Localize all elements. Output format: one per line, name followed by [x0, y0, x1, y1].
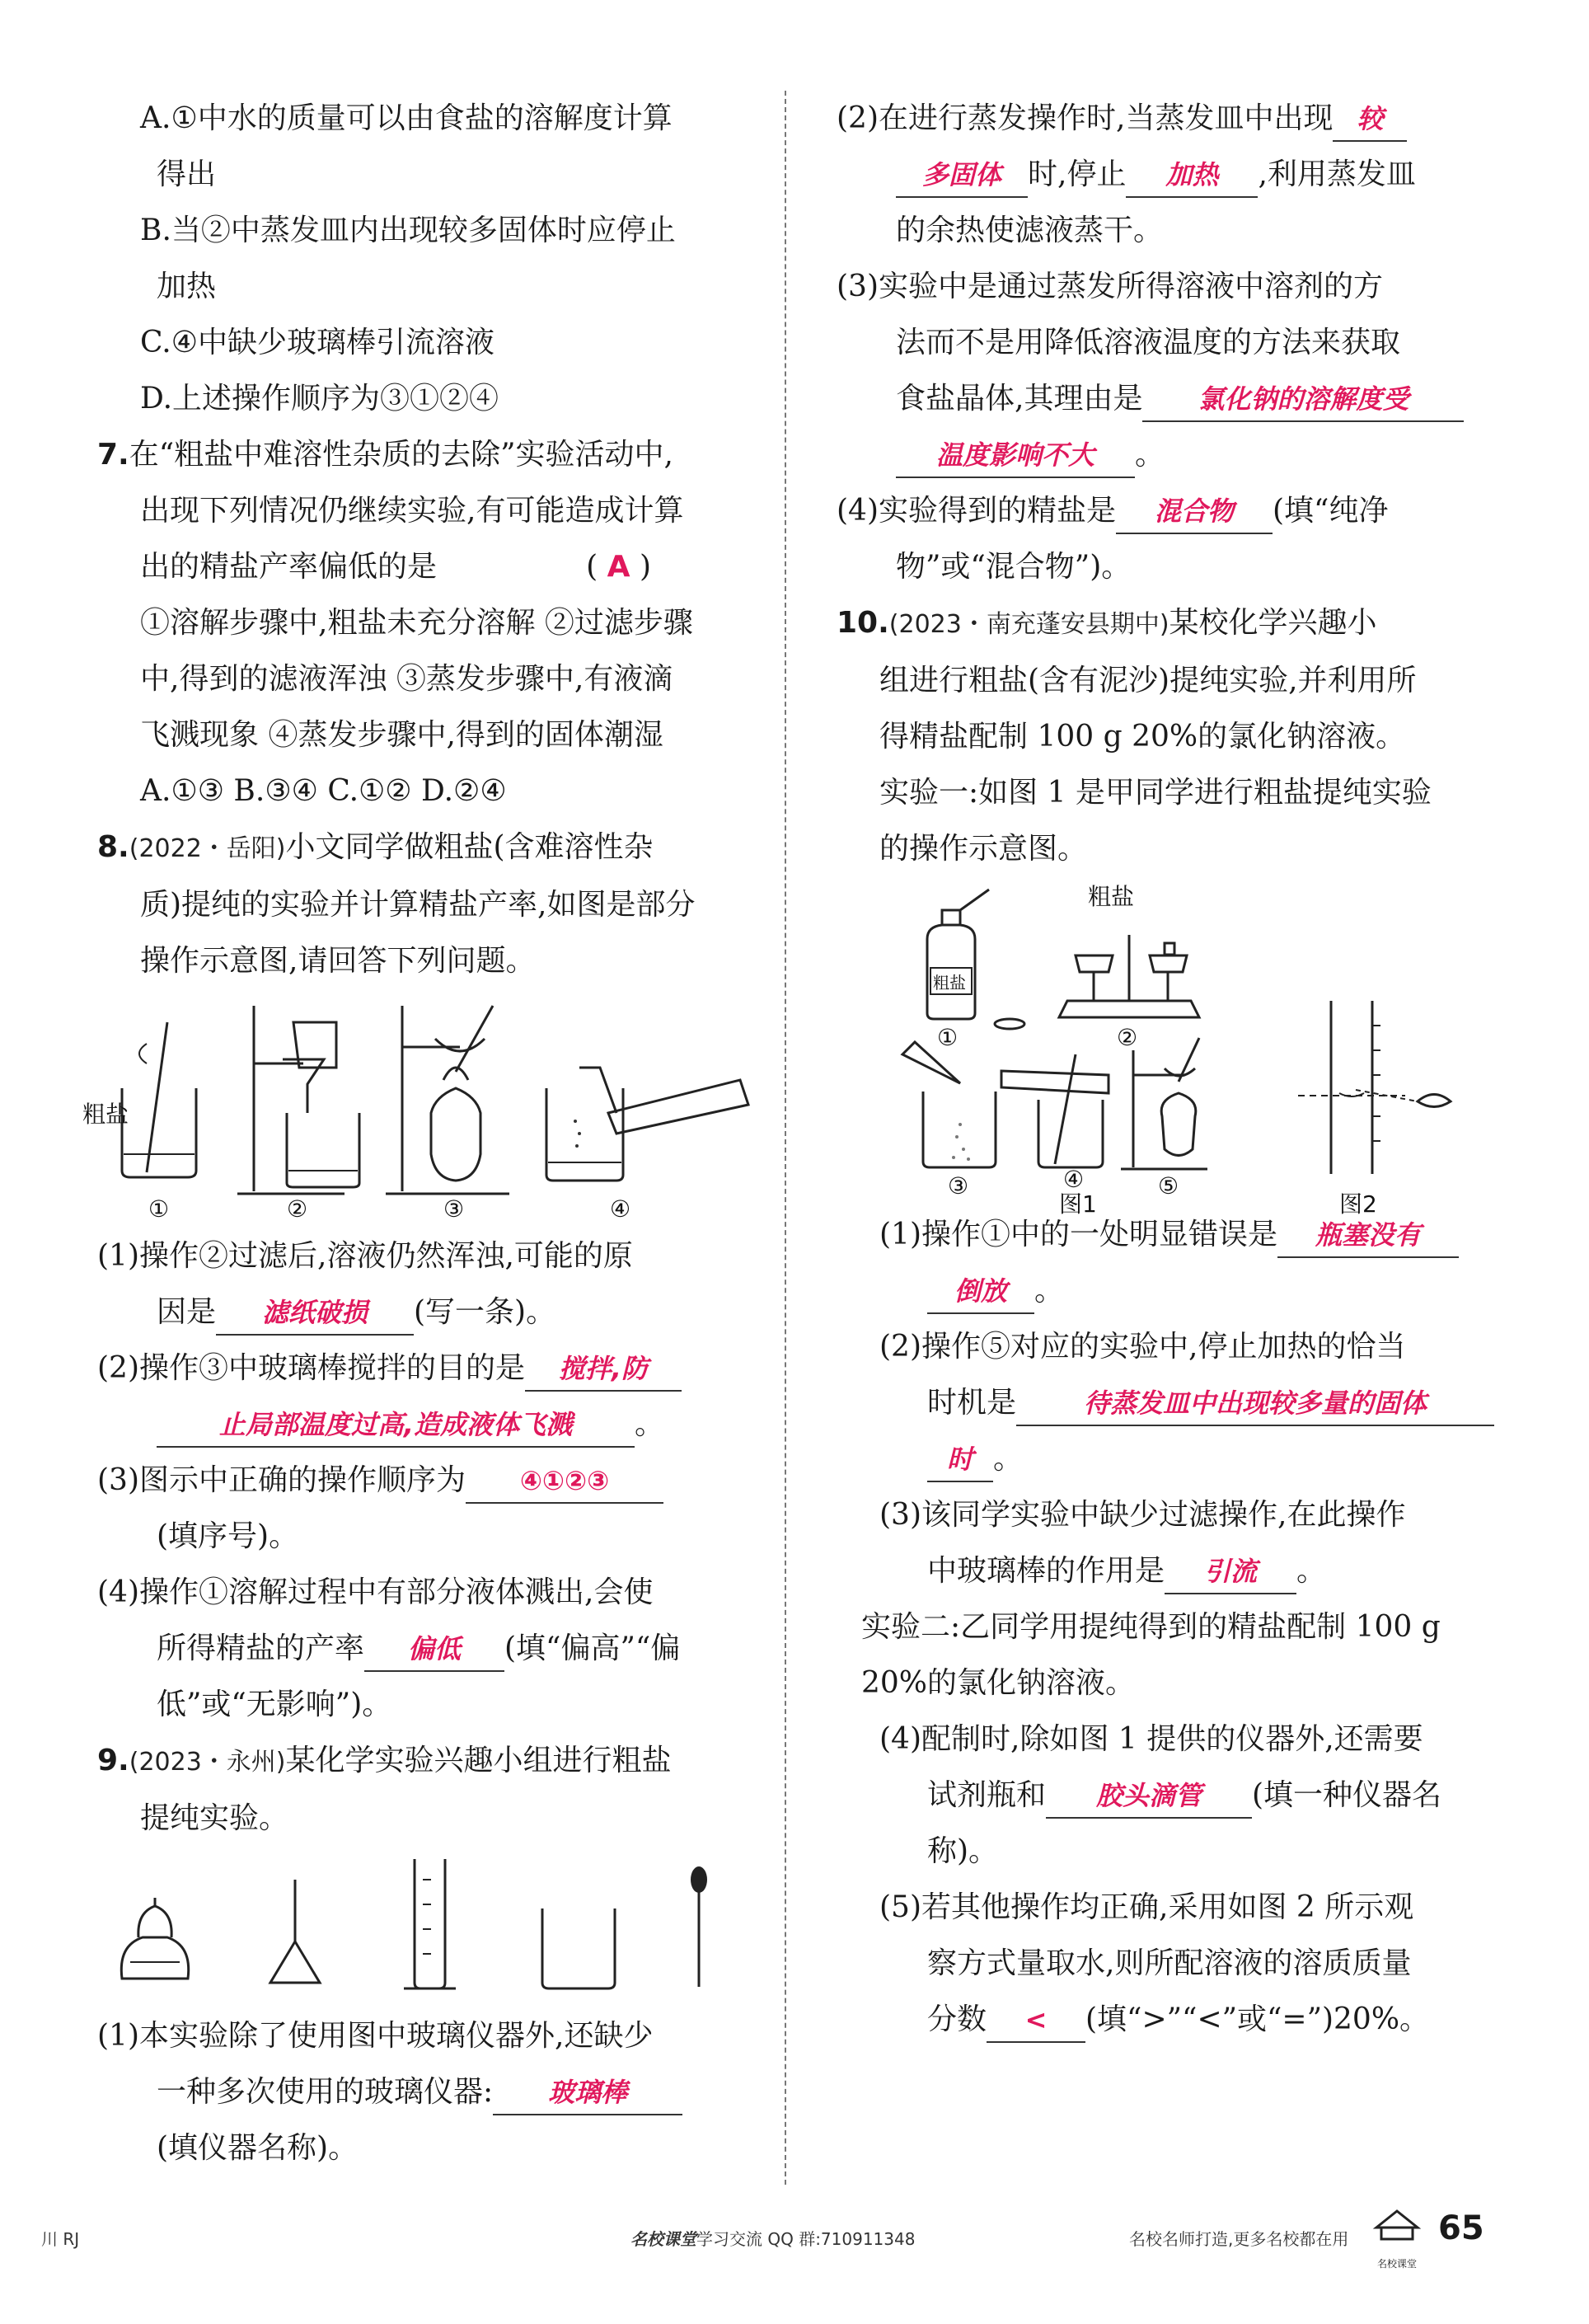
- q10-s2-line1: (2)操作⑤对应的实验中,停止加热的恰当: [879, 1330, 1406, 1364]
- q8-s2-line2: 止局部温度过高,造成液体飞溅 。: [97, 1397, 757, 1453]
- q10-s5-answer: <: [987, 1998, 1085, 2043]
- q9-s4-line2: 物”或“混合物”)。: [896, 550, 1132, 584]
- q10-s3-line1: (3)该同学实验中缺少过滤操作,在此操作: [879, 1498, 1406, 1532]
- q10-fig-label-4: ④: [1063, 1166, 1085, 1193]
- q8-source: (2022・岳阳): [129, 834, 286, 863]
- q10-s5-line1: (5)若其他操作均正确,采用如图 2 所示观: [879, 1890, 1414, 1924]
- q8-s3-line2: (填序号)。: [157, 1519, 299, 1553]
- q10-s4-line3: 称)。: [927, 1834, 999, 1868]
- q9-s2-line2: 多固体 时,停止 加热 ,利用蒸发皿: [837, 147, 1496, 203]
- q9-s3-line2: 法而不是用降低溶液温度的方法来获取: [896, 326, 1401, 359]
- q8-line2: 质)提纯的实验并计算精盐产率,如图是部分: [140, 888, 696, 922]
- left-column: [82, 91, 757, 2176]
- q10-s1-line2: 倒放 。: [837, 1263, 1496, 1319]
- q10-fig-label-1: ①: [937, 1024, 959, 1051]
- q8-s1-line2: 因是 滤纸破损 (写一条)。: [97, 1284, 757, 1340]
- q8-apparatus-drawing: [89, 989, 765, 1228]
- q9-s3-answer-2: 温度影响不大: [896, 434, 1135, 478]
- q10-s5-line2: 察方式量取水,则所配溶液的溶质质量: [927, 1946, 1412, 1980]
- q6-option-a: A.①中水的质量可以由食盐的溶解度计算: [140, 101, 673, 135]
- q10-s2-line3: 时 。: [837, 1431, 1496, 1487]
- q7-line2: 出现下列情况仍继续实验,有可能造成计算: [140, 494, 684, 528]
- q8-fig-label-1: ①: [148, 1195, 170, 1223]
- q9-s4-line1: (4)实验得到的精盐是 混合物 (填“纯净: [837, 483, 1496, 539]
- q10-exp1-line1: 实验一:如图 1 是甲同学进行粗盐提纯实验: [879, 776, 1432, 810]
- q10-line3: 得精盐配制 100 g 20%的氯化钠溶液。: [879, 720, 1406, 754]
- q10-apparatus-drawing: [837, 877, 1496, 1207]
- q10-s3-line2: 中玻璃棒的作用是 引流 。: [837, 1543, 1496, 1599]
- q9-s3-answer-1: 氯化钠的溶解度受: [1142, 378, 1464, 422]
- q9-s4-answer: 混合物: [1116, 490, 1273, 534]
- q9-source: (2023・永州): [129, 1748, 286, 1777]
- q9-figure: [97, 1847, 757, 2008]
- q10-exp2-line2: 20%的氯化钠溶液。: [861, 1666, 1136, 1700]
- q7-line1: 7.在“粗盐中难溶性杂质的去除”实验活动中,: [97, 438, 673, 472]
- footer-edition: 川 RJ: [41, 2229, 80, 2249]
- q10-line1: 10.(2023・南充蓬安县期中)某校化学兴趣小: [837, 606, 1377, 640]
- q8-s2-line1: (2)操作③中玻璃棒搅拌的目的是 搅拌,防: [97, 1340, 757, 1397]
- page-number: 65: [1438, 2209, 1484, 2247]
- q9-s1-line2: 一种多次使用的玻璃仪器: 玻璃棒: [97, 2064, 757, 2120]
- q10-line2: 组进行粗盐(含有泥沙)提纯实验,并利用所: [879, 664, 1417, 697]
- q10-fig2-caption: 图2: [1339, 1190, 1377, 1218]
- q10-fig-label-2: ②: [1117, 1024, 1138, 1051]
- q6-option-b: B.当②中蒸发皿内出现较多固体时应停止: [140, 214, 676, 247]
- q10-s1-answer-2: 倒放: [927, 1270, 1034, 1314]
- q10-figure: [837, 877, 1496, 1218]
- q10-s2-answer-2: 时: [927, 1438, 993, 1482]
- q7-options: A.①③ B.③④ C.①② D.②④: [140, 774, 507, 808]
- footer-brand: 名校课堂: [630, 2229, 696, 2249]
- q10-s4-line2: 试剂瓶和 胶头滴管 (填一种仪器名: [837, 1768, 1496, 1824]
- q8-fig-label-4: ④: [610, 1195, 631, 1223]
- q10-s1-line1: (1)操作①中的一处明显错误是 瓶塞没有: [837, 1207, 1496, 1263]
- logo-icon: [1368, 2203, 1426, 2270]
- q9-s1-answer: 玻璃棒: [493, 2071, 682, 2115]
- q9-s1-line3: (填仪器名称)。: [157, 2131, 359, 2165]
- q9-s3-line4: 温度影响不大 。: [837, 427, 1496, 483]
- column-divider: [785, 91, 786, 2185]
- q9-s2-answer-1b: 多固体: [896, 153, 1028, 198]
- q8-s4-line1: (4)操作①溶解过程中有部分液体溅出,会使: [97, 1575, 654, 1609]
- q7-item-line2: 中,得到的滤液浑浊 ③蒸发步骤中,有液滴: [140, 662, 673, 696]
- q10-fig1-caption: 图1: [1059, 1190, 1097, 1218]
- q8-s3-answer: ④①②③: [466, 1459, 663, 1504]
- q10-s5-line3: 分数 < (填“>”“<”或“=”)20%。: [837, 1992, 1496, 2048]
- q8-s4-line3: 低”或“无影响”)。: [157, 1688, 392, 1721]
- q9-s3-line1: (3)实验中是通过蒸发所得溶液中溶剂的方: [837, 270, 1383, 303]
- q6-option-c: C.④中缺少玻璃棒引流溶液: [140, 326, 495, 359]
- q8-fig-label-3: ③: [443, 1195, 465, 1223]
- q8-s1-answer: 滤纸破损: [216, 1291, 414, 1336]
- q10-s2-line2: 时机是 待蒸发皿中出现较多量的固体: [837, 1375, 1496, 1431]
- q9-s2-answer-2: 加热: [1126, 153, 1258, 198]
- q8-s4-answer: 偏低: [364, 1627, 504, 1672]
- q7-item-line1: ①溶解步骤中,粗盐未充分溶解 ②过滤步骤: [140, 606, 693, 640]
- q8-figure: [82, 989, 757, 1228]
- q10-exp2-line1: 实验二:乙同学用提纯得到的精盐配制 100 g: [861, 1610, 1441, 1644]
- footer-center: 名校课堂学习交流 QQ 群:710911348: [630, 2229, 916, 2249]
- q9-s2-line3: 的余热使滤液蒸干。: [896, 214, 1164, 247]
- q10-exp1-line2: 的操作示意图。: [879, 832, 1088, 866]
- q7-answer: A: [607, 550, 630, 584]
- q10-source: (2023・南充蓬安县期中): [888, 610, 1169, 639]
- footer-slogan: 名校名师打造,更多名校都在用: [1129, 2229, 1349, 2249]
- q10-fig-bottle-label: 粗盐: [933, 973, 966, 993]
- q8-line3: 操作示意图,请回答下列问题。: [140, 944, 536, 978]
- q10-fig-label-3: ③: [948, 1172, 969, 1200]
- q9-s1-line1: (1)本实验除了使用图中玻璃仪器外,还缺少: [97, 2019, 654, 2053]
- q9-s3-line3: 食盐晶体,其理由是 氯化钠的溶解度受: [837, 371, 1496, 427]
- q6-option-a-cont: 得出: [157, 157, 217, 191]
- q10-fig-top-label: 粗盐: [1088, 883, 1135, 910]
- q9-line1: 9.(2023・永州)某化学实验兴趣小组进行粗盐: [97, 1744, 672, 1777]
- q7-line3: 出的精盐产率偏低的是 ( A ): [140, 550, 652, 584]
- q8-s2-answer-2: 止局部温度过高,造成液体飞溅: [157, 1403, 635, 1448]
- q9-s2-answer-1a: 较: [1333, 97, 1407, 142]
- q10-s2-answer-1: 待蒸发皿中出现较多量的固体: [1016, 1382, 1494, 1426]
- q7-item-line3: 飞溅现象 ④蒸发步骤中,得到的固体潮湿: [140, 718, 663, 752]
- q8-s2-answer-1: 搅拌,防: [525, 1347, 682, 1392]
- q10-s3-answer: 引流: [1165, 1550, 1296, 1594]
- q10-s4-answer: 胶头滴管: [1046, 1774, 1252, 1819]
- q9-glassware-drawing: [97, 1847, 757, 2008]
- q10-s1-answer-1: 瓶塞没有: [1277, 1214, 1459, 1258]
- q8-s3-line1: (3)图示中正确的操作顺序为 ④①②③: [97, 1453, 757, 1509]
- q6-option-d: D.上述操作顺序为③①②④: [140, 382, 499, 416]
- q8-fig-side-label: 粗盐: [82, 1101, 129, 1128]
- q10-s4-line1: (4)配制时,除如图 1 提供的仪器外,还需要: [879, 1722, 1423, 1756]
- q8-fig-label-2: ②: [287, 1195, 308, 1223]
- logo-text: 名校课堂: [1376, 2258, 1417, 2270]
- q9-line2: 提纯实验。: [140, 1801, 289, 1835]
- q8-s4-line2: 所得精盐的产率 偏低 (填“偏高”“偏: [97, 1621, 757, 1677]
- q9-s2-line1: (2)在进行蒸发操作时,当蒸发皿中出现 较: [837, 91, 1496, 147]
- q7-number: 7.: [97, 438, 129, 472]
- q6-option-b-cont: 加热: [157, 270, 217, 303]
- right-column: [837, 91, 1496, 2048]
- q8-s1-line1: (1)操作②过滤后,溶液仍然浑浊,可能的原: [97, 1239, 633, 1273]
- q8-line1: 8.(2022・岳阳)小文同学做粗盐(含难溶性杂: [97, 830, 654, 864]
- q10-fig-label-5: ⑤: [1158, 1172, 1179, 1200]
